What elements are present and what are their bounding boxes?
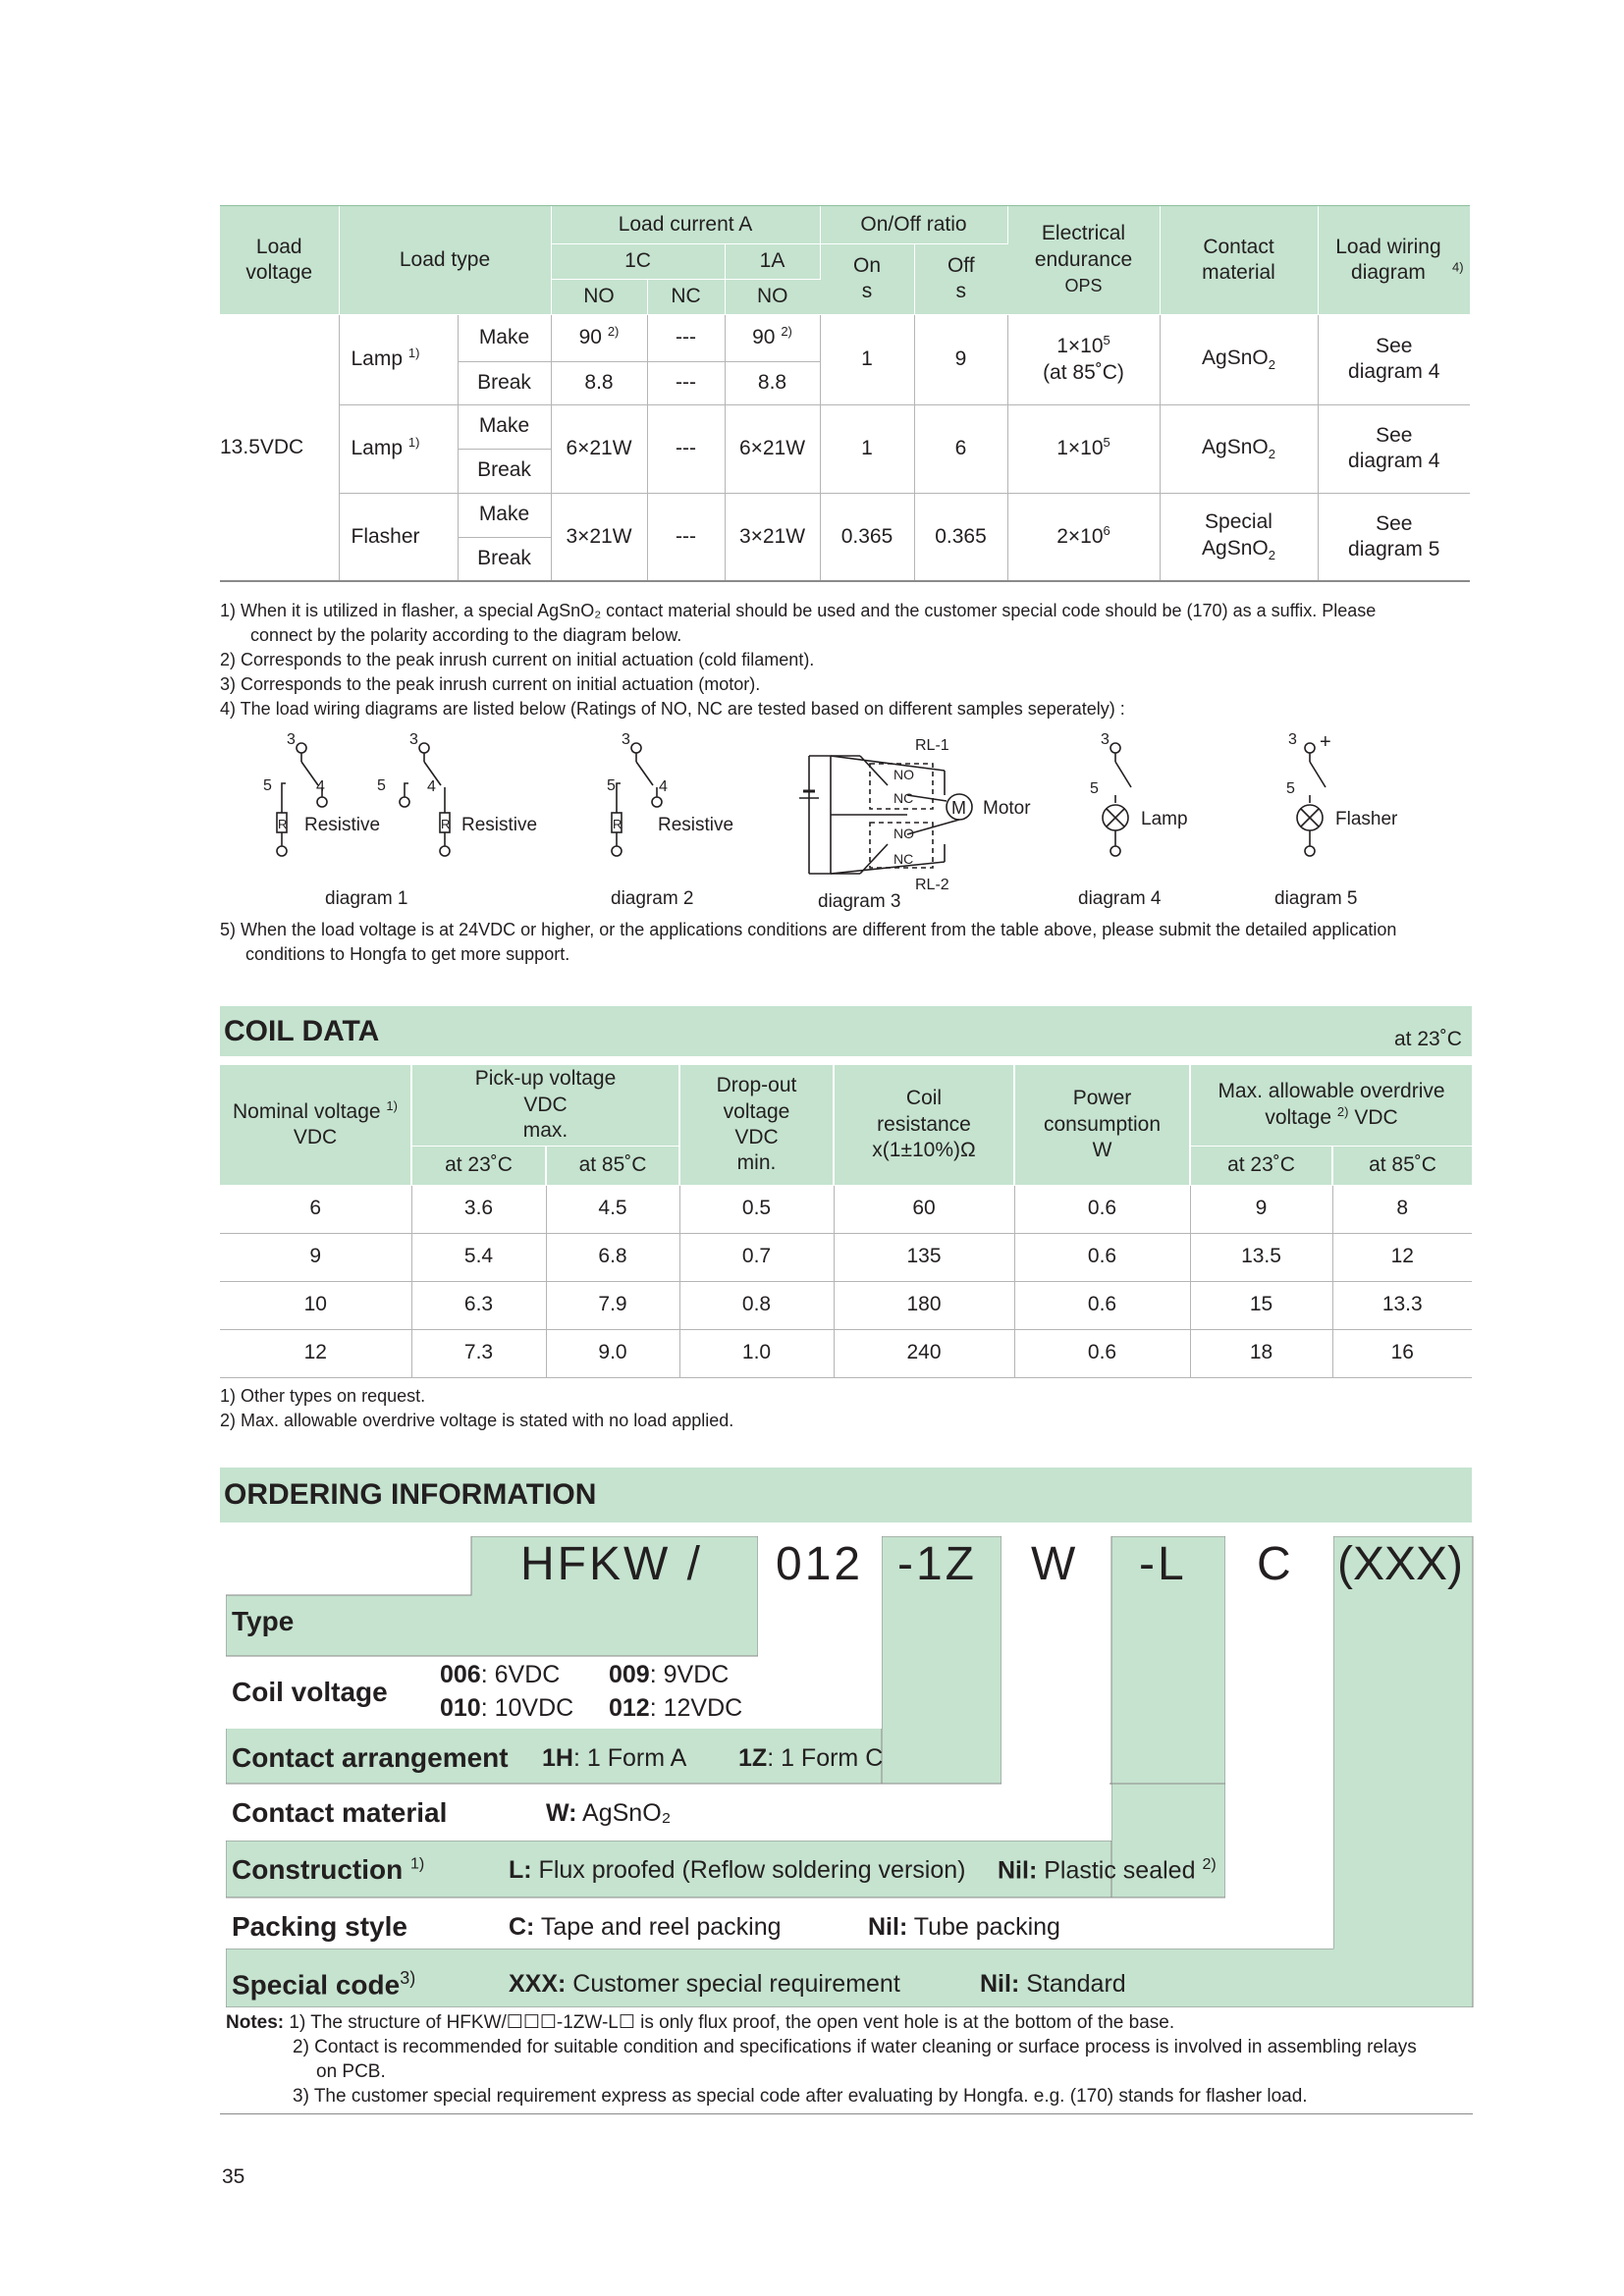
rl1-label: RL-1 [915,737,949,754]
note-line: 1) The structure of HFKW/☐☐☐-1ZW-L☐ is only flux proof, the open vent hole is at the bottom of the base. [289,2012,1175,2033]
cell: 9 [220,1233,411,1281]
ordering-title: ORDERING INFORMATION [224,1478,597,1511]
resistive-label: Resistive [658,815,734,835]
header-pickup: Pick-up voltage VDC max. [411,1065,679,1146]
notes-label: Notes: [226,2012,285,2033]
diagram-1-right-relay [400,743,450,856]
coil-table [220,1065,1472,1378]
note-line: 2) Max. allowable overdrive voltage is stated with no load applied. [220,1411,734,1430]
cell: 5.4 [411,1233,546,1281]
nc-label: NC [893,790,914,806]
cell-nc: --- [647,404,725,493]
diagram-2-relay [612,743,662,856]
contact-material-label: Contact material [232,1797,448,1828]
cell-on: 1 [820,314,914,404]
cell: 4.5 [546,1185,679,1233]
cell-endurance: $1\times 10^5$ (at 85˚C) [1007,314,1160,404]
pin-label: 4 [427,778,436,795]
pin-label: 3 [409,731,418,748]
header-pickup-85: at 85˚C [546,1146,679,1185]
note-5 [220,918,1396,967]
coil-voltage-label: Coil voltage [232,1677,388,1707]
header-load-voltage: Load voltage [220,206,339,314]
cell: 180 [834,1281,1014,1329]
code-hfkw: HFKW / [520,1538,703,1590]
contact-arrangement-option: 1H: 1 Form A [542,1744,687,1772]
cell: 1.0 [679,1329,834,1377]
pin-label: 3 [1101,731,1110,748]
coil-data-bar [220,1006,1472,1056]
note-line: 1) Other types on request. [220,1386,426,1406]
header-no: NO [725,279,820,314]
header-1a: 1A [725,243,820,279]
note-line: 3) The customer special requirement express as special code after evaluating by Hongfa. e.g. (170) stands for flasher load. [293,2086,1308,2107]
cell-make-1a: 90 $^{2)}$ [725,314,820,361]
cell: 9 [1190,1185,1332,1233]
header-pickup-23: at 23˚C [411,1146,546,1185]
table-row [220,1233,1472,1281]
cell: 12 [1332,1233,1472,1281]
code-c: C [1257,1538,1294,1590]
code-l: -L [1139,1538,1187,1590]
cell-nc: --- [647,314,725,361]
header-nc: NC [647,279,725,314]
ordering-notes [226,2010,1417,2109]
cell: 12 [220,1329,411,1377]
special-code-label: Special code$^{3)}$ [232,1968,416,2001]
note-line: connect by the polarity according to the diagram below. [250,625,682,645]
note-line: 2) Corresponds to the peak inrush current on initial actuation (cold filament). [220,650,815,669]
header-wiring: Load wiring diagram $^{4)}$ [1318,206,1470,314]
cell: 240 [834,1329,1014,1377]
coil-voltage-option: 012: 12VDC [609,1694,743,1722]
cell: 0.5 [679,1185,834,1233]
cell-value-no: 6×21W [551,404,647,493]
header-1c: 1C [551,243,725,279]
special-code-option: Nil: Standard [980,1970,1126,1998]
resistive-label: Resistive [304,815,381,835]
make-label: Make [458,493,551,537]
cell: 0.6 [1014,1281,1190,1329]
cell: 13.5 [1190,1233,1332,1281]
note-line: 2) Contact is recommended for suitable condition and specifications if water cleaning or surface process is involved in assembling relays [293,2037,1417,2057]
cell-wiring: See diagram 4 [1318,404,1470,493]
cell-wiring: See diagram 4 [1318,314,1470,404]
header-onoff-ratio: On/Off ratio [820,206,1007,243]
coil-data-title: COIL DATA [224,1015,380,1047]
pin-label: 5 [1286,780,1295,797]
cell-on: 0.365 [820,493,914,581]
table-row [220,1185,1472,1233]
header-on: On s [820,243,914,314]
coil-notes [220,1384,733,1433]
plus-sign: + [1320,731,1331,753]
note-line: conditions to Hongfa to get more support. [245,944,570,964]
resistor-label: R [441,817,451,831]
coil-voltage-option: 010: 10VDC [440,1694,574,1722]
load-type-lamp: Lamp $^{1)}$ [339,314,458,404]
load-table [220,206,1470,582]
load-notes [220,599,1376,721]
resistive-label: Resistive [461,815,538,835]
header-contact-material: Contact material [1160,206,1318,314]
cell-nc: --- [647,493,725,581]
pin-label: 5 [1090,780,1099,797]
table-row [220,1329,1472,1377]
cell: 7.3 [411,1329,546,1377]
cell-material: Special AgSnO$_2$ [1160,493,1318,581]
note-line: on PCB. [316,2061,386,2082]
packing-label: Packing style [232,1911,407,1942]
cell-endurance: $1\times 10^5$ [1007,404,1160,493]
cell-nc: --- [647,361,725,404]
header-load-current: Load current A [551,206,820,243]
pin-label: 5 [263,777,272,794]
cell: 6 [220,1185,411,1233]
diagram-caption: diagram 1 [325,888,408,909]
cell: 3.6 [411,1185,546,1233]
header-load-type: Load type [339,206,551,314]
resistor-label: R [278,817,288,831]
contact-arrangement-option: 1Z: 1 Form C [738,1744,884,1772]
diagram-5-flasher [1297,743,1326,856]
pin-label: 5 [607,777,616,794]
diagram-4-lamp [1103,743,1131,856]
code-w: W [1031,1538,1079,1590]
header-overdrive: Max. allowable overdrive voltage $^{2)}$ VDC [1190,1065,1472,1146]
cell-off: 0.365 [914,493,1007,581]
contact-arrangement-label: Contact arrangement [232,1742,509,1773]
cell: 9.0 [546,1329,679,1377]
pin-label: 4 [316,778,325,795]
code-1z: -1Z [897,1538,977,1590]
note-line: 3) Corresponds to the peak inrush current on initial actuation (motor). [220,674,761,694]
code-xxx: (XXX) [1337,1538,1464,1590]
cell: 6.8 [546,1233,679,1281]
break-label: Break [458,449,551,493]
diagram-caption: diagram 4 [1078,888,1162,909]
cell-material: AgSnO$_2$ [1160,404,1318,493]
pin-label: 3 [287,731,296,748]
diagram-1-left-relay [277,743,327,856]
load-voltage-value: 13.5VDC [220,314,339,581]
special-code-option: XXX: Customer special requirement [509,1970,900,1998]
construction-option: Nil: Plastic sealed $^{2)}$ [998,1856,1217,1885]
cell: 8 [1332,1185,1472,1233]
pin-label: 5 [377,777,386,794]
nc-label: NC [893,851,914,867]
cell-value-1a: 6×21W [725,404,820,493]
motor-label: Motor [983,798,1031,819]
cell: 60 [834,1185,1014,1233]
diagram-caption: diagram 2 [611,888,694,909]
table-row [220,1281,1472,1329]
cell: 0.6 [1014,1185,1190,1233]
cell: 18 [1190,1329,1332,1377]
header-power: Power consumption W [1014,1065,1190,1185]
cell-material: AgSnO$_2$ [1160,314,1318,404]
cell: 0.7 [679,1233,834,1281]
cell-make-no: 90 $^{2)}$ [551,314,647,361]
diagram-caption: diagram 3 [818,891,901,912]
cell: 7.9 [546,1281,679,1329]
construction-option: L: Flux proofed (Reflow soldering version) [509,1856,966,1884]
code-012: 012 [776,1538,864,1590]
header-off: Off s [914,243,1007,314]
rl2-label: RL-2 [915,877,949,893]
coil-data-temperature: at 23˚C [1394,1028,1462,1050]
no-label: NO [893,826,914,841]
no-label: NO [893,767,914,782]
load-type-lamp: Lamp $^{1)}$ [339,404,458,493]
cell: 135 [834,1233,1014,1281]
cell: 0.6 [1014,1329,1190,1377]
cell-wiring: See diagram 5 [1318,493,1470,581]
cell: 0.6 [1014,1233,1190,1281]
resistor-label: R [613,817,623,831]
contact-material-option: W: AgSnO₂ [546,1799,672,1827]
header-dropout: Drop-out voltage VDC min. [679,1065,834,1185]
make-label: Make [458,404,551,449]
note-line: 5) When the load voltage is at 24VDC or higher, or the applications conditions are different from the table above, please submit the detailed application [220,920,1397,939]
diagram-3-circuit [799,756,972,874]
break-label: Break [458,537,551,581]
break-label: Break [458,361,551,404]
packing-option: C: Tape and reel packing [509,1913,782,1941]
load-type-flasher: Flasher [339,493,458,581]
construction-label: Construction $^{1)}$ [232,1854,425,1885]
page-number: 35 [222,2165,245,2188]
header-coil-resistance: Coil resistance x(1±10%)Ω [834,1065,1014,1185]
pin-label: 4 [659,778,668,795]
cell: 15 [1190,1281,1332,1329]
coil-voltage-option: 009: 9VDC [609,1661,730,1688]
cell-break-1a: 8.8 [725,361,820,404]
cell-value-1a: 3×21W [725,493,820,581]
cell-endurance: $2\times 10^6$ [1007,493,1160,581]
cell: 16 [1332,1329,1472,1377]
cell-break-no: 8.8 [551,361,647,404]
pin-label: 3 [622,731,630,748]
header-overdrive-23: at 23˚C [1190,1146,1332,1185]
cell-off: 6 [914,404,1007,493]
make-label: Make [458,314,551,361]
note-line: 1) When it is utilized in flasher, a special AgSnO₂ contact material should be used and the customer special code should be (170) as a suffix. Please [220,601,1377,620]
cell: 0.8 [679,1281,834,1329]
header-endurance: Electrical endurance OPS [1007,206,1160,314]
coil-voltage-option: 006: 6VDC [440,1661,561,1688]
note-line: 4) The load wiring diagrams are listed below (Ratings of NO, NC are tested based on different samples seperately) : [220,699,1125,719]
bottom-divider [220,2113,1473,2114]
wiring-diagrams [220,726,1477,923]
pin-label: 3 [1288,731,1297,748]
motor-symbol: M [951,798,966,818]
header-no: NO [551,279,647,314]
header-nominal: Nominal voltage $^{1)}$ VDC [220,1065,411,1185]
cell: 6.3 [411,1281,546,1329]
cell-off: 9 [914,314,1007,404]
lamp-label: Lamp [1141,809,1188,829]
cell: 13.3 [1332,1281,1472,1329]
cell-on: 1 [820,404,914,493]
cell: 10 [220,1281,411,1329]
packing-option: Nil: Tube packing [868,1913,1060,1941]
header-overdrive-85: at 85˚C [1332,1146,1472,1185]
diagram-caption: diagram 5 [1274,888,1358,909]
cell-value-no: 3×21W [551,493,647,581]
flasher-label: Flasher [1335,809,1398,829]
type-label: Type [232,1606,295,1636]
